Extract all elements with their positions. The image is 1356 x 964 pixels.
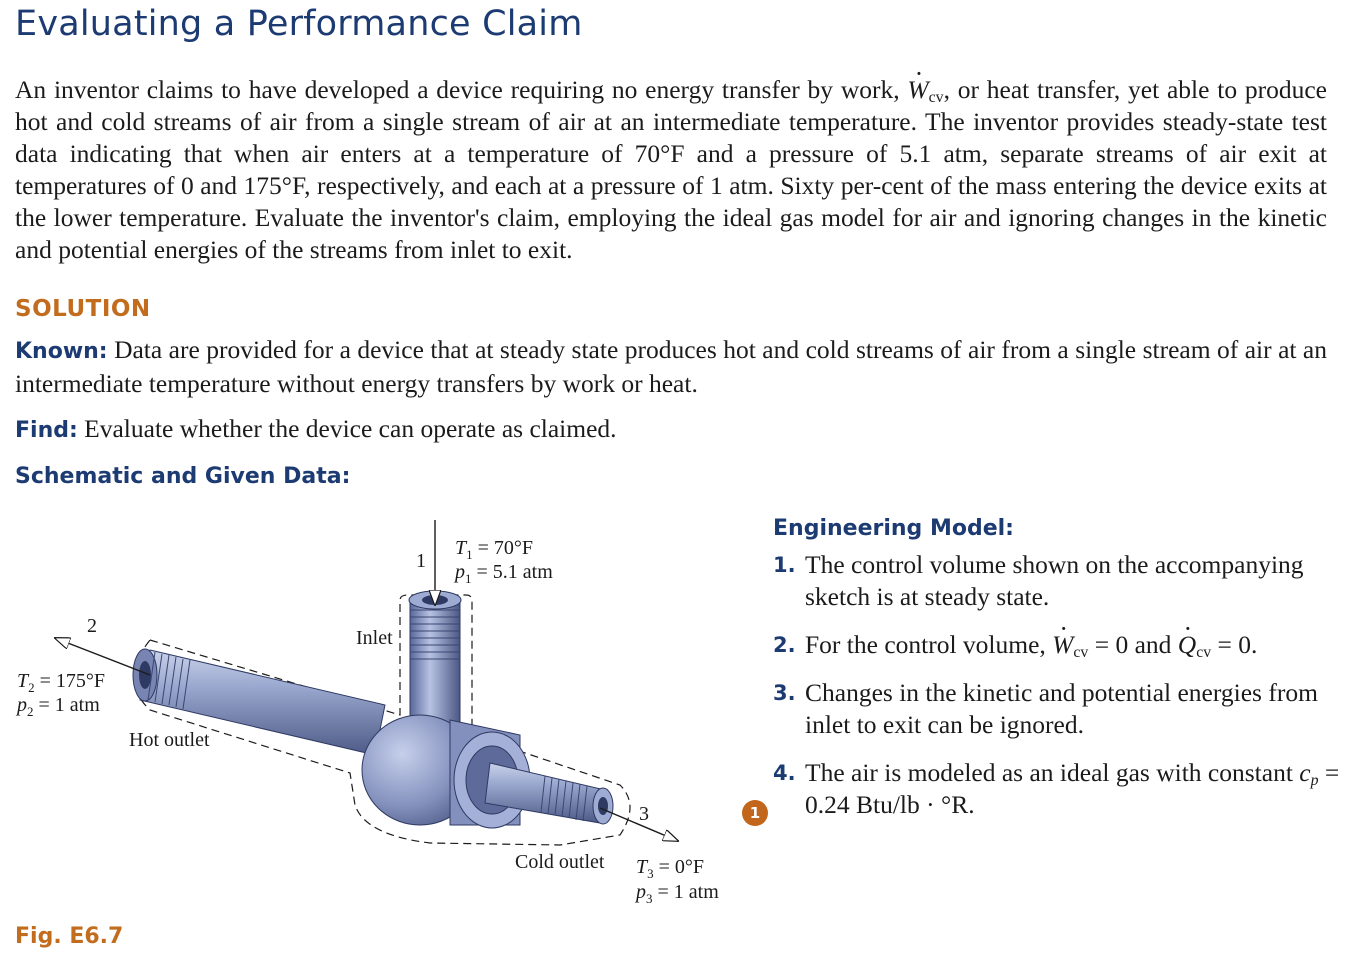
state-1-number: 1: [416, 550, 426, 572]
p1-label: $p_1 = 5.1$ atm: [455, 561, 553, 586]
model-item-1: 1. The control volume shown on the accompanying sketch is at steady state.: [773, 550, 1304, 611]
find-label: Find:: [15, 418, 78, 443]
find-paragraph: [15, 413, 617, 447]
work-subscript: cv: [928, 89, 944, 106]
inlet-label: Inlet: [356, 627, 393, 649]
state-2-number: 2: [87, 615, 97, 637]
model-item-3: 3. Changes in the kinetic and potential energies from inlet to exit can be ignored.: [773, 678, 1318, 739]
model-item-2: 2. For the control volume, · $W_{cv} = 0$ and · $Q_{cv} = 0$.: [773, 629, 1343, 661]
t1-label: $T_1 = 70^\circ F$: [455, 537, 534, 562]
state-3-number: 3: [639, 803, 649, 825]
intro-text-1: An inventor claims to have developed a device requiring no energy transfer by work,: [15, 75, 908, 104]
schematic-heading: Schematic and Given Data:: [15, 464, 351, 489]
p2-label: $p_2 = 1$ atm: [17, 694, 100, 719]
figure-label: Fig. E6.7: [15, 924, 124, 949]
p3-label: $p_3 = 1$ atm: [636, 881, 719, 906]
intro-text-3: ideal gas model for air and ignoring changes in the kinetic and potential energies of the streams from inlet to exit.: [15, 203, 1327, 264]
problem-statement: [15, 74, 1327, 266]
known-text: Data are provided for a device that at steady state produces hot and cold streams of air from a single stream of air at an intermediate temperature without energy transfers by work or heat.: [15, 335, 1327, 398]
cold-outlet-label: Cold outlet: [515, 851, 605, 873]
t3-label: $T_3 = 0^\circ F$: [636, 856, 705, 881]
intro-text-2: , or heat transfer, yet able to produce hot and cold streams of air from a single stream of air at an intermediate temperature. The inventor provides steady-state test data indicating that when air enters at a temperature of 70°F and a pressure of 5.1 atm, separate streams of air exit at temperatures of 0 and 175°F, respectively, and each at a pressure of 1 atm. Sixty per-cent of the mass entering the device exits at the lower temperature. Evaluate the inventor's claim, employing the: [15, 75, 1327, 232]
t2-label: $T_2 = 175^\circ F$: [17, 670, 106, 695]
work-symbol: · W: [907, 74, 928, 106]
find-text: Evaluate whether the device can operate as claimed.: [84, 414, 617, 443]
engineering-model-heading: Engineering Model:: [773, 516, 1014, 541]
engineering-model: [773, 516, 1343, 837]
known-label: Known:: [15, 339, 108, 364]
note-badge: 1: [742, 800, 768, 826]
tee-fitting-schematic: [0, 505, 740, 915]
solution-heading: SOLUTION: [15, 296, 151, 322]
known-paragraph: [15, 334, 1327, 400]
model-item-4: 4. The air is modeled as an ideal gas with constant $c_p = 0.24$ Btu/lb · °R.: [773, 758, 1340, 819]
hot-outlet-label: Hot outlet: [129, 729, 210, 751]
page-title: Evaluating a Performance Claim: [15, 4, 583, 44]
